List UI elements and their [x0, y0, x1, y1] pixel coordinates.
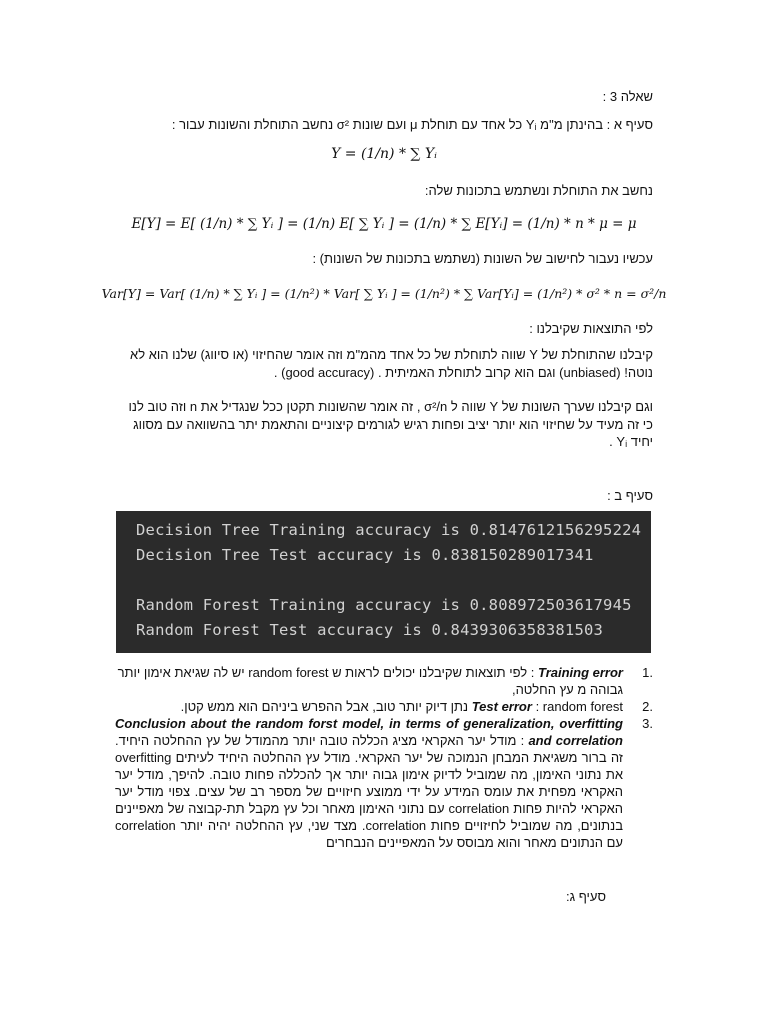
item-label: Conclusion about the random forst model, in terms of generalization, overfitting and correlation — [115, 716, 623, 748]
item-label: Test error — [471, 699, 532, 714]
part-b-heading: סעיף ב : — [607, 488, 653, 503]
expectation-intro: נחשב את התוחלת ונשתמש בתכונות שלה: — [424, 183, 653, 198]
terminal-line-dt-train: Decision Tree Training accuracy is 0.8147612156295224 — [136, 521, 642, 539]
equation-y: Y = (1/n) * ∑ Yᵢ — [331, 146, 437, 162]
list-number: 2. — [642, 699, 653, 714]
terminal-output — [116, 511, 651, 653]
item-label: Training error — [537, 665, 623, 680]
item-text: : מודל יער האקראי מציג הכללה טובה יותר מהמודל של עץ ההחלטה היחיד. זה ברור משגיאת המבחן הנמוכה של יער האקראי. מודל עץ ההחלטה היחיד לעיתים overfitting את נתוני האימון, מה שמוביל לדיוק אימון גבוה יותר אך להכללה פחות טובה. להיפך, מודל יער האקראי מפחית את עומס המידע על ידי ממוצע חיזויים של מספר רב של עצים. צפוי מודל יער האקראי להיות פחות correlation עם נתוני האימון מאחר וכל עץ מקבל תת-קבוצה של מאפיינים בנתונים, מה שמוביל לחיזויים פחות correlation. מצד שני, עץ ההחלטה יהיה יותר correlation עם הנתונים מאחר והוא מבוסס על המאפיינים הנבחרים — [115, 733, 623, 850]
list-number: 3. — [642, 716, 653, 731]
list-item — [115, 698, 653, 715]
terminal-line-rf-test: Random Forest Test accuracy is 0.8439306358381503 — [136, 621, 604, 639]
part-c-heading: סעיף ג: — [565, 889, 606, 904]
equation-expectation: E[Y] = E[ (1/n) * ∑ Yᵢ ] = (1/n) E[ ∑ Yᵢ ] = (1/n) * ∑ E[Yᵢ] = (1/n) * n * μ = μ — [131, 216, 637, 232]
result-2-line-1: וגם קיבלנו שערך השונות של Y שווה ל σ²/n , זה אומר שהשונות תקטן ככל שנגדיל את n וזה טוב לנו — [128, 399, 653, 414]
results-intro: לפי התוצאות שקיבלנו : — [529, 321, 653, 336]
result-1-line-1: קיבלנו שהתוחלת של Y שווה לתוחלת של כל אחד מהמ"מ וזה אומר שהחיזוי (או סיווג) שלנו הוא לא — [130, 347, 653, 362]
question-heading: שאלה 3 : — [602, 89, 653, 104]
result-2-line-3: יחיד Yᵢ . — [609, 434, 653, 449]
result-2-line-2: כי זה מעיד על שחיזוי הוא יותר יציב ופחות רגיש לגורמים קיצוניים והתאמת יתר בהשוואה עם מסווג — [133, 417, 653, 432]
item-text: : random forest נתן דיוק יותר טוב, אבל ההפרש ביניהם הוא ממש קטן. — [180, 699, 623, 714]
variance-intro: עכשיו נעבור לחישוב של השונות (נשתמש בתכונות של השונות) : — [312, 251, 653, 266]
terminal-line-rf-train: Random Forest Training accuracy is 0.808972503617945 — [136, 596, 632, 614]
list-item — [115, 664, 653, 698]
result-1-line-2: נוטה! (unbiased) וגם הוא קרוב לתוחלת האמיתית . (good accuracy) . — [273, 365, 653, 380]
part-b-list — [115, 664, 653, 851]
list-number: 1. — [642, 665, 653, 680]
item-text: : לפי תוצאות שקיבלנו יכולים לראות ש random forest יש לה שגיאת אימון יותר גבוהה מ עץ החלטה, — [117, 665, 623, 697]
terminal-line-dt-test: Decision Tree Test accuracy is 0.838150289017341 — [136, 546, 594, 564]
part-a-intro: סעיף א : בהינתן מ"מ Yᵢ כל אחד עם תוחלת μ ועם שונות σ² נחשב התוחלת והשונות עבור : — [171, 117, 653, 132]
list-item — [115, 715, 653, 851]
equation-variance: Var[Y] = Var[ (1/n) * ∑ Yᵢ ] = (1/n²) * Var[ ∑ Yᵢ ] = (1/n²) * ∑ Var[Yᵢ] = (1/n²) * σ² * n = σ²/n — [101, 286, 667, 301]
